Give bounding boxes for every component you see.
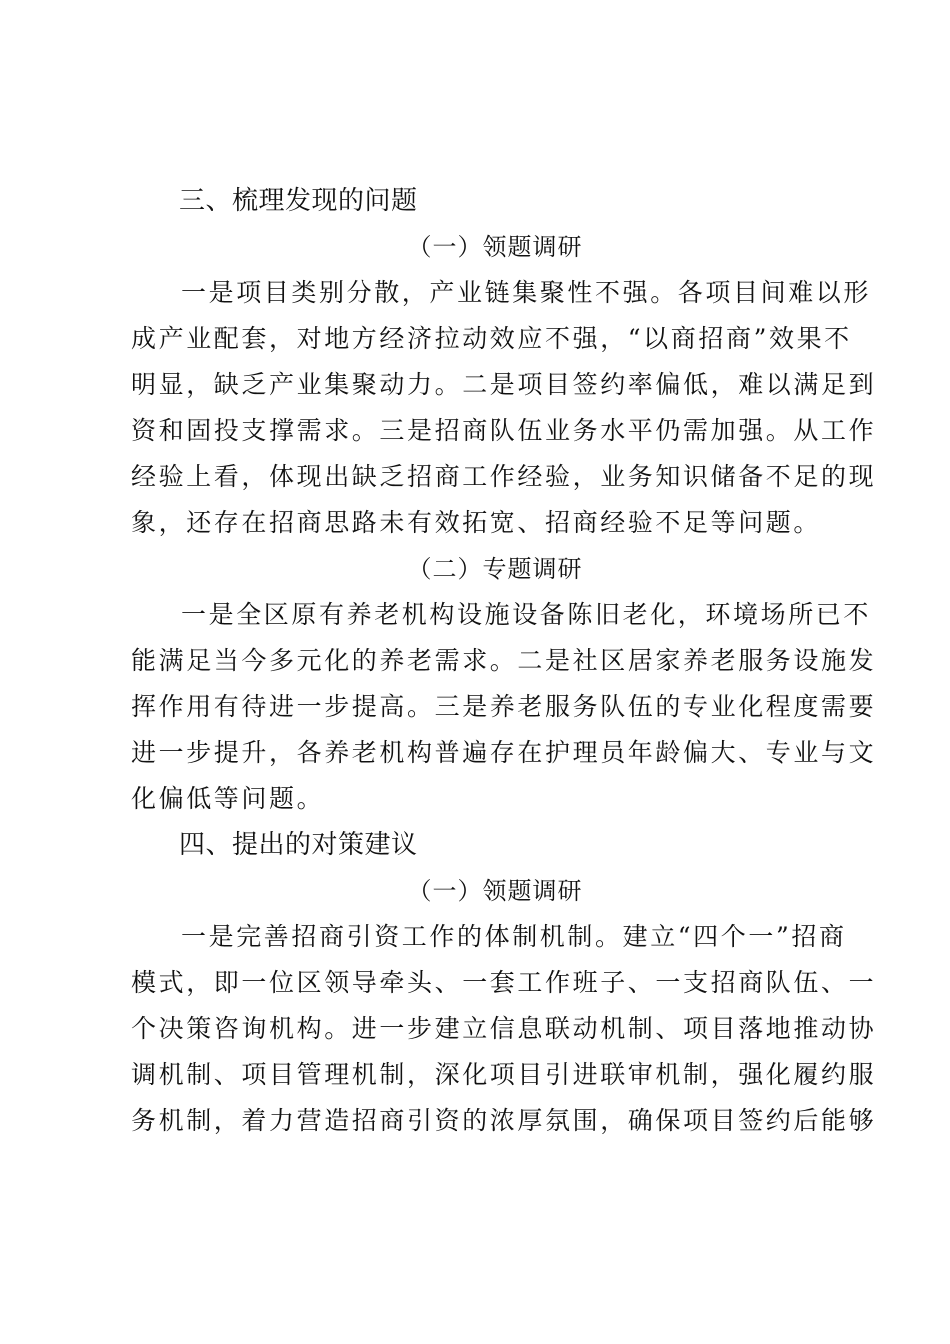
text-line: 象，还存在招商思路未有效拓宽、招商经验不足等问题。	[131, 508, 822, 537]
text-line: 经验上看，体现出缺乏招商工作经验，业务知识储备不足的现	[131, 462, 877, 491]
text-line: 一是完善招商引资工作的体制机制。建立“四个一”招商	[181, 922, 847, 951]
section-heading-problems: 三、梳理发现的问题	[179, 186, 418, 216]
text-line: 一是全区原有养老机构设施设备陈旧老化，环境场所已不	[181, 600, 872, 629]
text-line: 明显，缺乏产业集聚动力。二是项目签约率偏低，难以满足到	[131, 370, 877, 399]
section-heading-recommendations: 四、提出的对策建议	[179, 830, 418, 860]
text-line: 个决策咨询机构。进一步建立信息联动机制、项目落地推动协	[131, 1014, 877, 1043]
text-line: 调机制、项目管理机制，深化项目引进联审机制，强化履约服	[131, 1060, 877, 1089]
subsection-title-lead-research-2: （一）领题调研	[407, 877, 583, 905]
paragraph-special-research-problems	[131, 592, 877, 822]
subsection-title-special-research: （二）专题调研	[407, 555, 583, 583]
text-line: 务机制，着力营造招商引资的浓厚氛围，确保项目签约后能够	[131, 1106, 877, 1135]
paragraph-lead-research-problems	[131, 270, 877, 546]
text-line: 一是项目类别分散，产业链集聚性不强。各项目间难以形	[181, 278, 872, 307]
text-line: 成产业配套，对地方经济拉动效应不强，“以商招商”效果不	[131, 324, 852, 353]
text-line: 能满足当今多元化的养老需求。二是社区居家养老服务设施发	[131, 646, 877, 675]
text-line: 化偏低等问题。	[131, 784, 325, 813]
text-line: 资和固投支撑需求。三是招商队伍业务水平仍需加强。从工作	[131, 416, 877, 445]
text-line: 模式，即一位区领导牵头、一套工作班子、一支招商队伍、一	[131, 968, 877, 997]
subsection-title-lead-research: （一）领题调研	[407, 233, 583, 261]
text-line: 进一步提升，各养老机构普遍存在护理员年龄偏大、专业与文	[131, 738, 877, 767]
text-line: 挥作用有待进一步提高。三是养老服务队伍的专业化程度需要	[131, 692, 877, 721]
paragraph-lead-research-recommendations	[131, 914, 877, 1144]
document-body	[131, 178, 877, 1144]
